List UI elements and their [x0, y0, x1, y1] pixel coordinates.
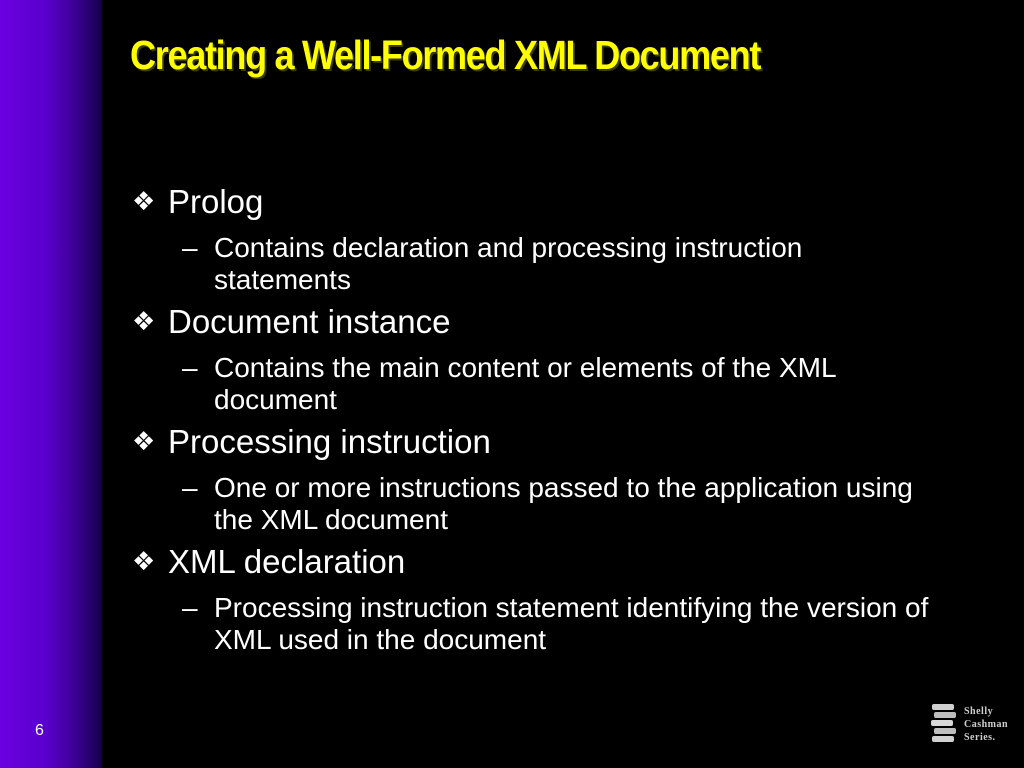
- diamond-bullet-icon: ❖: [132, 547, 156, 577]
- bullet-item: [132, 542, 952, 582]
- dash-bullet-icon: –: [182, 472, 198, 503]
- sub-bullet-item: [182, 232, 952, 296]
- sub-bullet-item: [182, 472, 952, 536]
- logo-line-1: Shelly: [964, 705, 994, 717]
- diamond-bullet-icon: ❖: [132, 187, 156, 217]
- sub-bullet-item: [182, 352, 952, 416]
- bullet-label: XML declaration: [168, 543, 406, 580]
- slide-content: [132, 178, 952, 662]
- diamond-bullet-icon: ❖: [132, 307, 156, 337]
- diamond-bullet-icon: ❖: [132, 427, 156, 457]
- sidebar-gradient-bar: [0, 0, 102, 768]
- dash-bullet-icon: –: [182, 592, 198, 623]
- dash-bullet-icon: –: [182, 232, 198, 263]
- sub-bullet-text: Processing instruction statement identifying the version of XML used in the document: [214, 592, 929, 655]
- sub-bullet-text: Contains declaration and processing instruction statements: [214, 232, 803, 295]
- bullet-item: [132, 182, 952, 222]
- bullet-item: [132, 302, 952, 342]
- book-stack-icon: [930, 702, 958, 746]
- bullet-item: [132, 422, 952, 462]
- bullet-label: Processing instruction: [168, 423, 491, 460]
- sub-bullet-item: [182, 592, 952, 656]
- shelly-cashman-logo: [930, 700, 1010, 748]
- logo-text: [964, 705, 1008, 744]
- bullet-label: Prolog: [168, 183, 264, 220]
- logo-line-2: Cashman: [964, 718, 1009, 730]
- dash-bullet-icon: –: [182, 352, 198, 383]
- sub-bullet-text: Contains the main content or elements of the XML document: [214, 352, 836, 415]
- slide-title: Creating a Well-Formed XML Document: [130, 32, 761, 78]
- logo-line-3: Series.: [964, 731, 996, 743]
- bullet-label: Document instance: [168, 303, 451, 340]
- sub-bullet-text: One or more instructions passed to the application using the XML document: [214, 472, 913, 535]
- page-number: 6: [35, 722, 44, 739]
